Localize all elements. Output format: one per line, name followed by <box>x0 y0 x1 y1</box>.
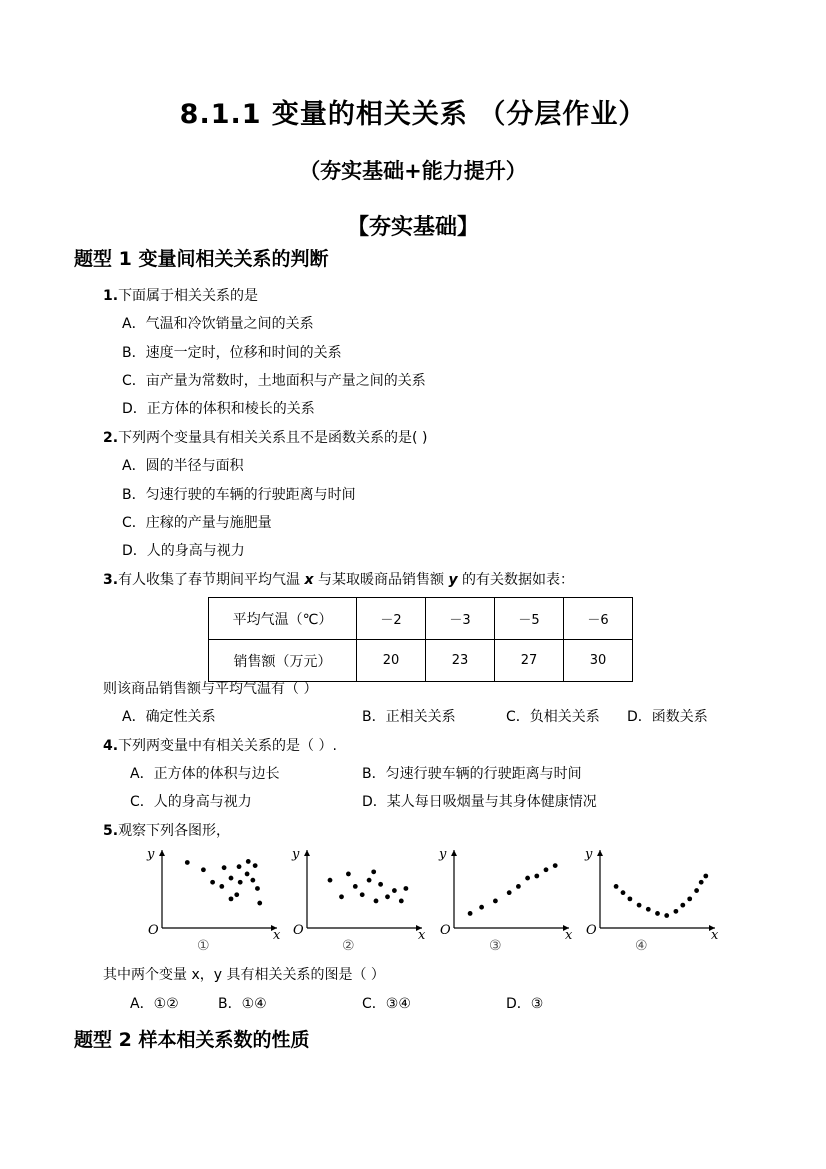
question-stem: 的有关数据如表： <box>457 572 575 588</box>
scatter-point <box>371 869 376 874</box>
question-2 <box>103 427 427 447</box>
option-c: C．③④ <box>362 996 411 1012</box>
question-type-heading: 题型 1 变量间相关关系的判断 <box>74 248 329 270</box>
scatter-point <box>646 907 651 912</box>
page-title: 8.1.1 变量的相关关系 （分层作业） <box>179 99 647 130</box>
scatter-point <box>385 894 390 899</box>
option-d: D．函数关系 <box>627 709 708 725</box>
scatter-point <box>479 905 484 910</box>
scatter-point <box>238 880 243 885</box>
table-cell: 20 <box>357 640 426 682</box>
scatter-point <box>507 890 512 895</box>
scatter-point <box>553 863 558 868</box>
plot-label: ③ <box>489 938 502 954</box>
question-stem: 下列两个变量具有相关关系且不是函数关系的是( ) <box>118 430 428 446</box>
question-5 <box>103 820 230 840</box>
table-cell: 27 <box>495 640 564 682</box>
question-number: 2. <box>103 430 119 446</box>
axis-label-y: y <box>292 847 300 862</box>
scatter-point <box>360 892 365 897</box>
question-4 <box>103 735 337 755</box>
section-heading: 【夯实基础】 <box>346 215 479 240</box>
question-number: 4. <box>103 738 119 754</box>
scatter-point <box>404 886 409 891</box>
scatter-plot-4 <box>583 846 723 941</box>
axis-label-x: x <box>418 928 426 941</box>
scatter-point <box>246 859 251 864</box>
table-cell: 30 <box>564 640 633 682</box>
scatter-point <box>493 899 498 904</box>
scatter-point <box>399 899 404 904</box>
scatter-point <box>525 876 530 881</box>
origin-label: O <box>586 923 597 938</box>
scatter-point <box>687 896 692 901</box>
option-b: B．匀速行驶的车辆的行驶距离与时间 <box>122 487 356 503</box>
table-row <box>209 598 633 640</box>
option-c: C．负相关关系 <box>506 709 600 725</box>
option-a: A．气温和冷饮销量之间的关系 <box>122 316 314 332</box>
scatter-point <box>516 884 521 889</box>
scatter-point <box>229 876 234 881</box>
scatter-point <box>253 863 258 868</box>
option-c: C．人的身高与视力 <box>130 794 252 810</box>
question-stem: 有人收集了春节期间平均气温 <box>118 572 305 588</box>
scatter-point <box>245 872 250 877</box>
origin-label: O <box>293 923 304 938</box>
scatter-point <box>534 874 539 879</box>
scatter-point <box>250 878 255 883</box>
table-cell: －5 <box>495 598 564 640</box>
scatter-point <box>392 888 397 893</box>
option-d: D．正方体的体积和棱长的关系 <box>122 401 315 417</box>
scatter-point <box>544 867 549 872</box>
scatter-point <box>210 880 215 885</box>
scatter-point <box>219 884 224 889</box>
question-number: 5. <box>103 823 119 839</box>
scatter-point <box>699 880 704 885</box>
scatter-point <box>237 864 242 869</box>
scatter-point <box>468 911 473 916</box>
axis-arrowheads <box>159 850 277 931</box>
option-b: B．匀速行驶车辆的行驶距离与时间 <box>362 766 582 782</box>
question-stem: 下面属于相关关系的是 <box>118 288 259 304</box>
scatter-point <box>694 888 699 893</box>
scatter-plot-3 <box>437 846 577 941</box>
origin-label: O <box>440 923 451 938</box>
scatter-point <box>637 903 642 908</box>
axis-label-y: y <box>585 847 593 862</box>
table-row <box>209 640 633 682</box>
question-stem: 与某取暖商品销售额 <box>313 572 449 588</box>
axis-arrowheads <box>304 850 422 931</box>
scatter-point <box>655 911 660 916</box>
row-header: 销售额（万元） <box>209 640 357 682</box>
scatter-point <box>674 909 679 914</box>
axis-label-x: x <box>273 928 281 941</box>
origin-label: O <box>148 923 159 938</box>
question-stem: 下列两变量中有相关关系的是（ ）. <box>118 738 337 754</box>
scatter-point <box>664 913 669 918</box>
scatter-point <box>255 886 260 891</box>
option-c: C．庄稼的产量与施肥量 <box>122 515 272 531</box>
option-d: D．③ <box>506 996 544 1012</box>
scatter-point <box>378 882 383 887</box>
page-subtitle: （夯实基础+能力提升） <box>299 159 527 183</box>
scatter-point <box>680 903 685 908</box>
option-d: D．人的身高与视力 <box>122 543 245 559</box>
option-b: B．正相关关系 <box>362 709 456 725</box>
question-1 <box>103 285 258 305</box>
scatter-point <box>185 860 190 865</box>
question-follow-up: 则该商品销售额与平均气温有（ ） <box>103 681 318 697</box>
table-cell: －2 <box>357 598 426 640</box>
scatter-point <box>234 892 239 897</box>
scatter-plot-1 <box>145 846 285 941</box>
scatter-point <box>328 878 333 883</box>
scatter-point <box>229 896 234 901</box>
axis-label-x: x <box>711 928 719 941</box>
scatter-point <box>703 874 708 879</box>
scatter-point <box>374 899 379 904</box>
axis-label-x: x <box>565 928 573 941</box>
scatter-point <box>614 884 619 889</box>
scatter-point <box>257 901 262 906</box>
row-header: 平均气温（℃） <box>209 598 357 640</box>
axis-lines <box>454 850 569 928</box>
option-a: A．确定性关系 <box>122 709 216 725</box>
scatter-plot-2 <box>290 846 430 941</box>
scatter-point <box>222 865 227 870</box>
question-follow-up: 其中两个变量 x，y 具有相关关系的图是（ ） <box>103 967 385 983</box>
table-cell: －3 <box>426 598 495 640</box>
option-c: C．亩产量为常数时，土地面积与产量之间的关系 <box>122 373 426 389</box>
scatter-point <box>353 884 358 889</box>
option-a: A．①② <box>130 996 179 1012</box>
scatter-point <box>628 896 633 901</box>
scatter-point <box>367 878 372 883</box>
plot-label: ① <box>197 938 210 954</box>
variable-x: x <box>304 572 314 588</box>
data-table <box>208 597 633 682</box>
variable-y: y <box>448 572 458 588</box>
axis-label-y: y <box>147 847 155 862</box>
option-a: A．正方体的体积与边长 <box>130 766 280 782</box>
axis-label-y: y <box>439 847 447 862</box>
option-b: B．速度一定时，位移和时间的关系 <box>122 345 342 361</box>
question-3 <box>103 569 574 589</box>
question-stem: 观察下列各图形， <box>118 823 231 839</box>
question-number: 3. <box>103 572 119 588</box>
scatter-point <box>201 867 206 872</box>
table-cell: －6 <box>564 598 633 640</box>
plot-label: ④ <box>635 938 648 954</box>
scatter-point <box>621 890 626 895</box>
option-a: A．圆的半径与面积 <box>122 458 244 474</box>
table-cell: 23 <box>426 640 495 682</box>
scatter-point <box>346 872 351 877</box>
option-b: B．①④ <box>218 996 267 1012</box>
question-type-heading: 题型 2 样本相关系数的性质 <box>74 1029 310 1051</box>
question-number: 1. <box>103 288 119 304</box>
scatter-point <box>339 894 344 899</box>
plot-label: ② <box>342 938 355 954</box>
option-d: D．某人每日吸烟量与其身体健康情况 <box>362 794 597 810</box>
